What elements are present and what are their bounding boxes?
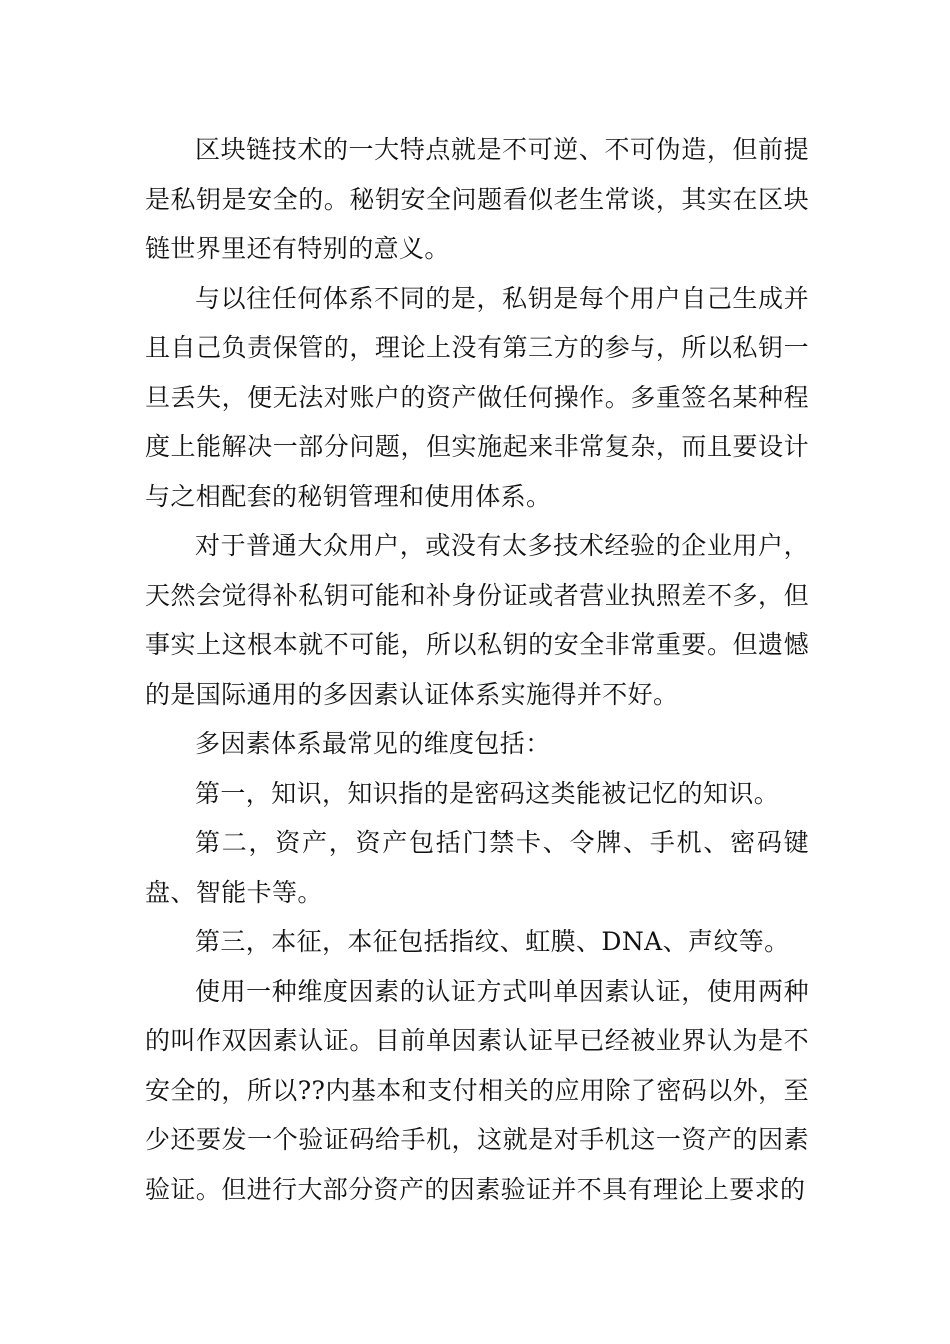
paragraph-mfa-dimensions-intro: 多因素体系最常见的维度包括： xyxy=(195,729,551,758)
paragraph-blockchain-key-security: 区块链技术的一大特点就是不可逆、不可伪造，但前提是私钥是安全的。秘钥安全问题看似老生常谈，其实在区块链世界里还有特别的意义。 xyxy=(145,135,809,263)
paragraph-user-perception: 对于普通大众用户，或没有太多技术经验的企业用户，天然会觉得补私钥可能和补身份证或者营业执照差不多，但事实上这根本就不可能，所以私钥的安全非常重要。但遗憾的是国际通用的多因素认证体系实施得并不好。 xyxy=(145,531,809,709)
paragraph-private-key-custody: 与以往任何体系不同的是，私钥是每个用户自己生成并且自己负责保管的，理论上没有第三方的参与，所以私钥一旦丢失，便无法对账户的资产做任何操作。多重签名某种程度上能解决一部分问题，但实施起来非常复杂，而且要设计与之相配套的秘钥管理和使用体系。 xyxy=(145,283,809,511)
paragraph-factor-knowledge: 第一，知识，知识指的是密码这类能被记忆的知识。 xyxy=(195,778,780,808)
paragraph-factor-inherence: 第三，本征，本征包括指纹、虹膜、DNA、声纹等。 xyxy=(195,927,790,956)
paragraph-single-two-factor: 使用一种维度因素的认证方式叫单因素认证，使用两种的叫作双因素认证。目前单因素认证早已经被业界认为是不安全的，所以??内基本和支付相关的应用除了密码以外，至少还要发一个验证码给手机，这就是对手机这一资产的因素验证。但进行大部分资产的因素验证并不具有理论上要求的 xyxy=(145,976,809,1204)
document-body xyxy=(145,125,809,1214)
paragraph-factor-possession: 第二，资产，资产包括门禁卡、令牌、手机、密码键盘、智能卡等。 xyxy=(145,828,809,907)
